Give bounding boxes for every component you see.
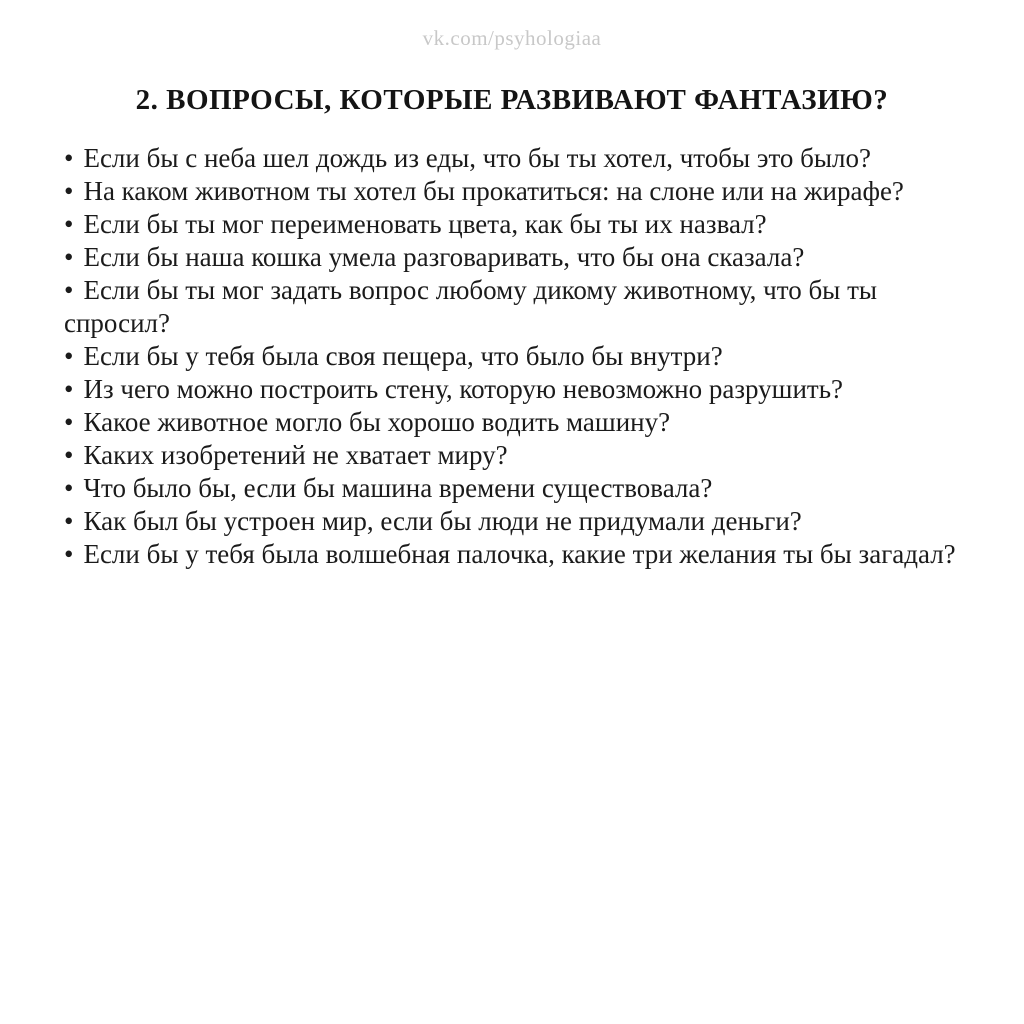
question-text: На каком животном ты хотел бы прокатиться: на слоне или на жирафе? — [83, 176, 904, 206]
watermark: vk.com/psyhologiaa — [422, 26, 602, 50]
question-item — [64, 340, 964, 373]
question-text: Как был бы устроен мир, если бы люди не придумали деньги? — [83, 506, 802, 536]
question-item — [64, 538, 964, 571]
question-text: Если бы ты мог переименовать цвета, как бы ты их назвал? — [83, 209, 767, 239]
bullet-icon: • — [64, 407, 74, 437]
question-item — [64, 208, 964, 241]
question-text: Какое животное могло бы хорошо водить машину? — [83, 407, 671, 437]
question-text: Если бы наша кошка умела разговаривать, что бы она сказала? — [83, 242, 805, 272]
question-text: Если бы у тебя была волшебная палочка, какие три желания ты бы загадал? — [83, 539, 956, 569]
bullet-icon: • — [64, 209, 74, 239]
bullet-icon: • — [64, 539, 74, 569]
question-item — [64, 142, 964, 175]
question-item — [64, 505, 964, 538]
question-item — [64, 439, 964, 472]
question-text: Если бы с неба шел дождь из еды, что бы ты хотел, чтобы это было? — [83, 143, 871, 173]
question-item — [64, 406, 964, 439]
question-item — [64, 175, 964, 208]
question-text: Если бы у тебя была своя пещера, что было бы внутри? — [83, 341, 723, 371]
bullet-icon: • — [64, 473, 74, 503]
bullet-icon: • — [64, 275, 74, 305]
question-text: Каких изобретений не хватает миру? — [83, 440, 508, 470]
question-item — [64, 373, 964, 406]
question-list — [64, 142, 964, 571]
bullet-icon: • — [64, 374, 74, 404]
bullet-icon: • — [64, 143, 74, 173]
bullet-icon: • — [64, 176, 74, 206]
question-text: Что было бы, если бы машина времени существовала? — [83, 473, 713, 503]
bullet-icon: • — [64, 341, 74, 371]
bullet-icon: • — [64, 242, 74, 272]
bullet-icon: • — [64, 506, 74, 536]
question-text: Из чего можно построить стену, которую невозможно разрушить? — [83, 374, 843, 404]
question-item — [64, 472, 964, 505]
question-text: Если бы ты мог задать вопрос любому дикому животному, что бы ты спросил? — [64, 275, 878, 338]
page-title: 2. ВОПРОСЫ, КОТОРЫЕ РАЗВИВАЮТ ФАНТАЗИЮ? — [135, 84, 889, 116]
bullet-icon: • — [64, 440, 74, 470]
question-item — [64, 274, 964, 340]
question-item — [64, 241, 964, 274]
